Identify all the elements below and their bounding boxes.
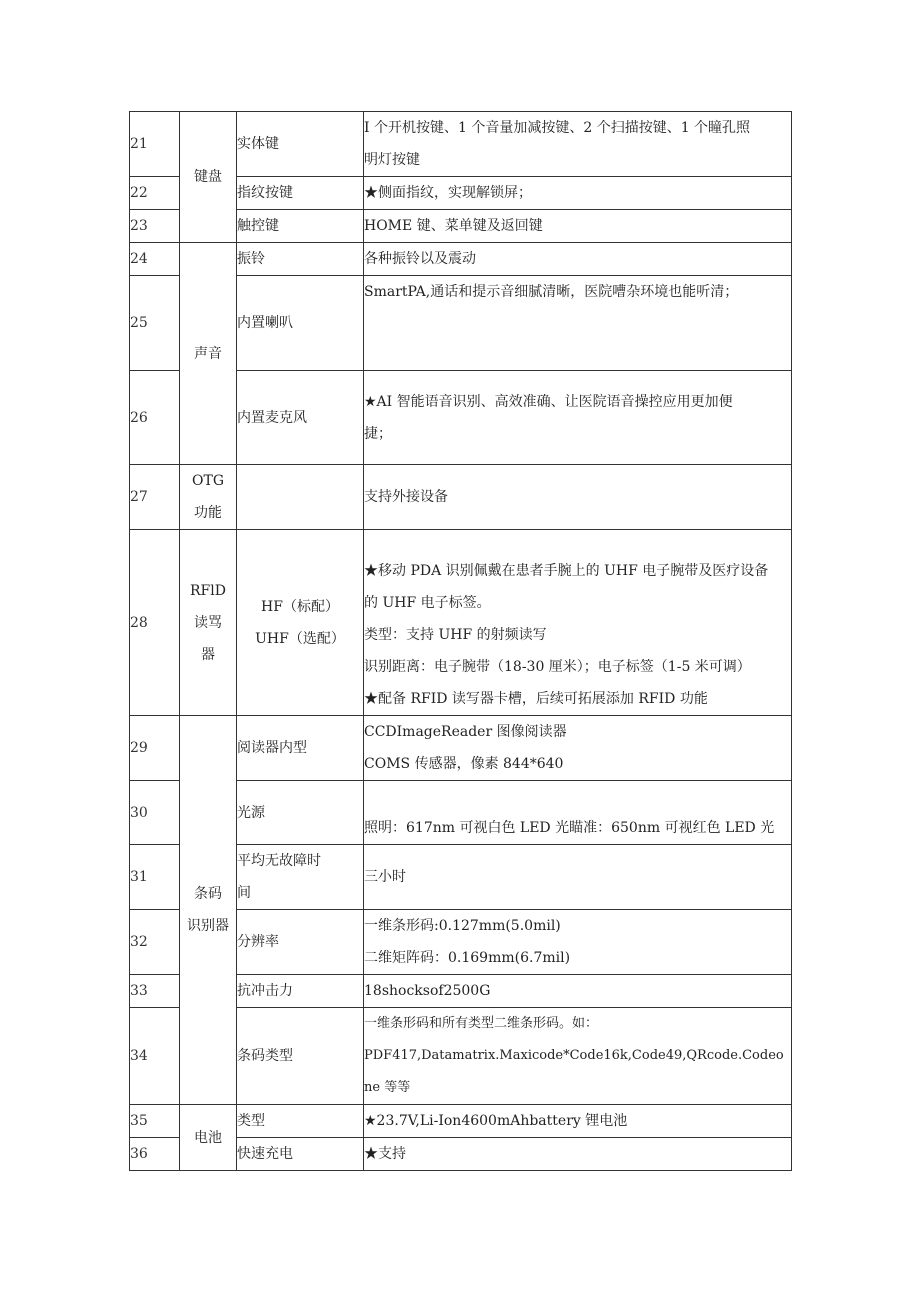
row-number: 36 (130, 1138, 180, 1171)
feature-label (237, 530, 364, 716)
description-line: ★侧面指纹，实现解锁屏； (364, 185, 532, 201)
group-label-line: OTG (192, 473, 224, 489)
group-label-line: 读骂 (194, 614, 222, 631)
row-number: 26 (130, 371, 180, 465)
group-label-otg (180, 465, 237, 530)
description-line: 捷； (364, 425, 392, 442)
description-line: ★配备 RFID 读写器卡槽，后续可拓展添加 RFID 功能 (364, 691, 708, 707)
row-number: 30 (130, 781, 180, 845)
description-line: 一维条形码和所有类型二维条形码。如： (364, 1016, 599, 1031)
description-line: 类型：支持 UHF 的射频读写 (364, 627, 547, 643)
description-line: 各种振铃以及震动 (364, 251, 476, 267)
row-number: 21 (130, 112, 180, 177)
group-label-rfid (180, 530, 237, 716)
row-number: 32 (130, 910, 180, 975)
description-cell (364, 530, 792, 716)
group-label-barcode (180, 716, 237, 1105)
feature-line: 平均无故障时 (237, 853, 321, 869)
description-line: ★AI 智能语音识别、高效准确、让医院语音操控应用更加便 (364, 393, 733, 410)
description-line: 18shocksof2500G (364, 983, 491, 999)
table-row (130, 112, 792, 177)
table-row (130, 465, 792, 530)
description-cell (364, 465, 792, 530)
description-line: ★支持 (364, 1146, 406, 1162)
feature-label: 阅读器内型 (237, 716, 364, 781)
row-number: 25 (130, 276, 180, 371)
description-line: COMS 传感器，像素 844*640 (364, 756, 564, 772)
description-line: CCDImageReader 图像阅读器 (364, 724, 567, 740)
description-line: 识别距离：电子腕带（18-30 厘米）；电子标签（1-5 米可调） (364, 659, 751, 675)
row-number: 27 (130, 465, 180, 530)
description-line: 的 UHF 电子标签。 (364, 595, 491, 611)
feature-label: 内置麦克风 (237, 371, 364, 465)
description-cell (364, 243, 792, 276)
group-label-line: 识别器 (187, 918, 229, 934)
description-line: 支持外接设备 (364, 489, 448, 505)
description-line: 一维条形码:0.127mm(5.0mil) (364, 918, 561, 934)
feature-label: 抗冲击力 (237, 975, 364, 1008)
feature-label: 内置喇叭 (237, 276, 364, 371)
group-label-battery: 电池 (180, 1105, 237, 1171)
description-line: ★移动 PDA 识别佩戴在患者手腕上的 UHF 电子腕带及医疗设备 (364, 563, 769, 579)
description-line: SmartPA,通话和提示音细腻清晰，医院嘈杂环境也能听清； (364, 284, 739, 300)
description-cell (364, 112, 792, 177)
feature-label: 触控键 (237, 210, 364, 243)
feature-label: 类型 (237, 1105, 364, 1138)
row-number: 22 (130, 177, 180, 210)
spec-table (129, 111, 792, 1171)
group-label-line: RFlD (190, 582, 226, 599)
group-label-line: 条码 (194, 886, 222, 902)
table-row (130, 716, 792, 781)
feature-label (237, 845, 364, 910)
feature-label: 快速充电 (237, 1138, 364, 1171)
row-number: 33 (130, 975, 180, 1008)
feature-line: HF（标配） (261, 598, 339, 615)
description-cell (364, 1138, 792, 1171)
description-cell (364, 845, 792, 910)
feature-line: 间 (237, 885, 251, 901)
group-label-keyboard: 键盘 (180, 112, 237, 243)
row-number: 29 (130, 716, 180, 781)
row-number: 23 (130, 210, 180, 243)
row-number: 35 (130, 1105, 180, 1138)
description-cell (364, 1008, 792, 1105)
table-row (130, 530, 792, 716)
feature-label: 指纹按键 (237, 177, 364, 210)
feature-label (237, 465, 364, 530)
feature-label: 光源 (237, 781, 364, 845)
description-line: 明灯按键 (364, 152, 420, 168)
description-cell (364, 1105, 792, 1138)
description-line: 二维矩阵码：0.169mm(6.7mil) (364, 950, 571, 966)
group-label-line: 器 (201, 646, 215, 663)
row-number: 28 (130, 530, 180, 716)
description-line: ★23.7V,Li-Ion4600mAhbattery 锂电池 (364, 1113, 628, 1129)
description-cell (364, 975, 792, 1008)
description-cell (364, 276, 792, 371)
description-cell (364, 716, 792, 781)
group-label-line: 功能 (194, 505, 222, 521)
row-number: 24 (130, 243, 180, 276)
group-label-sound: 声音 (180, 243, 237, 465)
feature-label: 实体键 (237, 112, 364, 177)
description-line: HOME 键、菜单键及返回键 (364, 218, 543, 234)
table-row (130, 1105, 792, 1138)
feature-label: 振铃 (237, 243, 364, 276)
feature-label: 分辨率 (237, 910, 364, 975)
description-cell (364, 210, 792, 243)
description-cell (364, 177, 792, 210)
description-line: 三小时 (364, 869, 406, 885)
feature-line: UHF（选配） (255, 630, 345, 647)
description-cell (364, 371, 792, 465)
row-number: 31 (130, 845, 180, 910)
table-row (130, 243, 792, 276)
description-line: I 个开机按键、1 个音量加减按键、2 个扫描按键、1 个瞳孔照 (364, 120, 751, 136)
description-line: 照明：617nm 可视白色 LED 光瞄准：650nm 可视红色 LED 光 (364, 820, 775, 836)
feature-label: 条码类型 (237, 1008, 364, 1105)
description-cell (364, 910, 792, 975)
description-line: PDF417,Datamatrix.Maxicode*Code16k,Code49,QRcode.Codeone 等等 (364, 1048, 784, 1095)
row-number: 34 (130, 1008, 180, 1105)
description-cell (364, 781, 792, 845)
